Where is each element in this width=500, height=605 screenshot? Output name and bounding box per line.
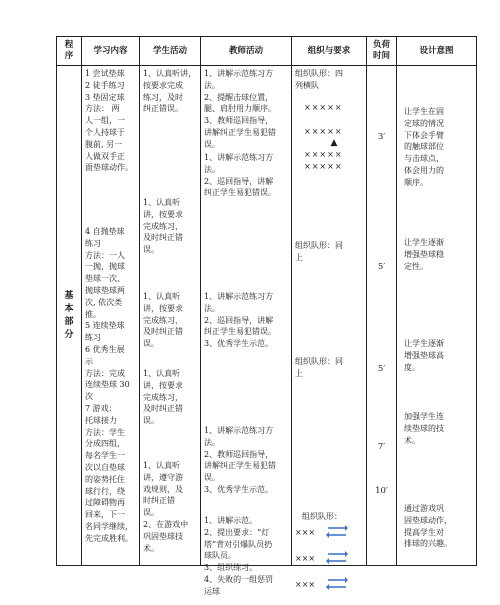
intent-line: 提高学生对 bbox=[404, 527, 444, 537]
content-line: 次 bbox=[85, 392, 93, 402]
student-row-mark: ××××× bbox=[304, 150, 343, 160]
section-char: 本 bbox=[64, 303, 74, 314]
intent-block-1 bbox=[404, 106, 474, 189]
student-row-mark: ××××× bbox=[304, 162, 343, 172]
content-line: 2 徒手练习 bbox=[85, 80, 125, 90]
formation-line: 组织队形：四 bbox=[295, 69, 343, 78]
student-line: 按要求完成 bbox=[143, 80, 183, 90]
content-line: 垫球一次、 bbox=[85, 274, 125, 284]
content-line: 腹前, 另一 bbox=[85, 139, 123, 149]
content-line: 连续垫球 30 bbox=[85, 380, 130, 390]
teacher-line: 1、讲解示范练习方 bbox=[204, 292, 274, 301]
student-line: 误。 bbox=[143, 339, 159, 349]
teacher-line: 讲解纠正学生易犯错 bbox=[204, 127, 276, 137]
teacher-block-5 bbox=[204, 515, 289, 598]
student-block-1 bbox=[143, 68, 198, 115]
content-line: 方法：一人 bbox=[85, 250, 125, 260]
student-block-4 bbox=[143, 368, 198, 427]
content-line: 练习 bbox=[85, 238, 101, 248]
section-char: 分 bbox=[64, 329, 74, 340]
content-line: 每名学生一 bbox=[85, 451, 125, 461]
content-block-2 bbox=[85, 226, 137, 545]
content-line: 方法：完成 bbox=[85, 368, 125, 378]
relay-row-mark: ××× bbox=[295, 528, 316, 537]
section-char: 部 bbox=[64, 316, 74, 327]
header-load-time bbox=[367, 37, 397, 66]
student-row-mark: ××××× bbox=[304, 126, 343, 136]
section-char: 基 bbox=[64, 290, 74, 301]
load-time-value: 5′ bbox=[377, 364, 386, 374]
student-line: 误。 bbox=[143, 245, 159, 255]
relay-row-mark: ××× bbox=[295, 554, 316, 563]
student-line: 及时纠正错 bbox=[143, 327, 183, 337]
student-line: 戏规则，及 bbox=[143, 484, 183, 494]
student-line: 2、在游戏中 bbox=[143, 519, 189, 529]
intent-line: 续垫球的技 bbox=[404, 423, 444, 433]
intent-line: 下体会手臂 bbox=[404, 130, 444, 140]
student-line: 1、认真听讲， bbox=[143, 69, 197, 78]
teacher-line: 1、讲解示范。 bbox=[204, 516, 258, 525]
student-cell bbox=[140, 66, 201, 566]
content-line: 人做双手正 bbox=[85, 151, 125, 161]
content-line: 一抛，抛球 bbox=[85, 262, 125, 272]
intent-line: 定性。 bbox=[404, 261, 428, 271]
student-line: 完成练习， bbox=[143, 392, 183, 402]
teacher-line: 误。 bbox=[204, 139, 220, 149]
intent-line: 增强垫球高 bbox=[404, 350, 444, 360]
relay-arrows bbox=[326, 524, 346, 602]
student-line: 完成练习， bbox=[143, 221, 183, 231]
content-line: 次, 依次类 bbox=[85, 297, 123, 307]
formation-1 bbox=[295, 68, 364, 92]
load-time-value: 7′ bbox=[377, 442, 386, 452]
formation-4 bbox=[302, 511, 364, 523]
organization-cell bbox=[292, 66, 367, 589]
student-line: 1、认真听 bbox=[143, 198, 181, 207]
content-line: 方法： 两 bbox=[85, 104, 120, 114]
teacher-block-1 bbox=[204, 68, 289, 151]
load-time-value: 3′ bbox=[377, 132, 386, 142]
teacher-block-2 bbox=[204, 152, 289, 199]
formation-2 bbox=[295, 240, 364, 264]
intent-block-2 bbox=[404, 237, 474, 272]
content-line: 次以自垫球 bbox=[85, 462, 125, 472]
student-line: 讲，按要求 bbox=[143, 209, 183, 219]
teacher-line: 纠正学生易犯错误。 bbox=[204, 188, 276, 198]
teacher-line: 1、讲解示范练习方 bbox=[204, 69, 274, 78]
content-line: 方法：学生 bbox=[85, 427, 125, 437]
student-line: 完成练习， bbox=[143, 315, 183, 325]
teacher-cell bbox=[201, 66, 292, 596]
content-line: 1 尝试垫球 bbox=[85, 69, 125, 78]
relay-arrow-icon bbox=[326, 524, 346, 550]
header-teacher: 教师活动 bbox=[201, 37, 292, 66]
student-line: 时纠正错 bbox=[143, 496, 175, 506]
teacher-line: 3、教师巡回指导， bbox=[204, 116, 274, 126]
content-line: 面垫球动作。 bbox=[85, 163, 133, 173]
teacher-line: 2、提醒击球位置， bbox=[204, 92, 274, 102]
student-line: 纠正错误。 bbox=[143, 104, 183, 114]
teacher-line: 2、教师巡回指导， bbox=[204, 449, 274, 459]
student-row-mark: ××××× bbox=[304, 103, 343, 112]
student-line: 1、认真听 bbox=[143, 369, 181, 378]
header-load-time-text: 负荷时间 bbox=[372, 40, 390, 61]
content-cell bbox=[82, 66, 140, 566]
intent-line: 通过游戏巩 bbox=[404, 504, 444, 513]
content-line: 练习 bbox=[85, 333, 101, 343]
teacher-line: 3、优秀学生示范。 bbox=[204, 339, 274, 349]
intent-line: 排球的兴趣。 bbox=[404, 539, 452, 549]
content-line: 6 优秀生展 bbox=[85, 344, 125, 354]
formation-line: 组织队形：同 bbox=[295, 357, 343, 366]
content-line: 球行行，绕 bbox=[85, 486, 125, 496]
teacher-line: 1、讲解示范练习方 bbox=[204, 153, 274, 162]
header-row bbox=[57, 37, 477, 66]
formation-line: 组织队形： bbox=[302, 512, 342, 521]
intent-line: 的触球部位 bbox=[404, 142, 444, 152]
intent-line: 加强学生连 bbox=[404, 412, 444, 421]
intent-line: 与击球点， bbox=[404, 154, 444, 164]
formation-3 bbox=[295, 356, 364, 380]
teacher-line: 3、组织练习。 bbox=[204, 563, 258, 573]
load-time-value: 5′ bbox=[377, 262, 386, 272]
teacher-line: 2、巡回指导，讲解 bbox=[204, 176, 274, 186]
teacher-line: 2、巡回指导，讲解 bbox=[204, 315, 274, 325]
teacher-line: 讲解纠正学生易犯错 bbox=[204, 461, 276, 471]
content-block-1 bbox=[85, 68, 137, 174]
teacher-line: 法。 bbox=[204, 303, 220, 313]
student-line: 1、认真听 bbox=[143, 292, 181, 301]
student-line: 讲，按要求 bbox=[143, 303, 183, 313]
content-line: 5 连续垫球 bbox=[85, 321, 125, 331]
body-row bbox=[57, 66, 477, 566]
content-line: 4 自抛垫球 bbox=[85, 227, 125, 236]
teacher-block-4 bbox=[204, 425, 289, 496]
teacher-block-3 bbox=[204, 291, 289, 350]
formation-diagram bbox=[304, 102, 364, 173]
intent-line: 顺序。 bbox=[404, 177, 428, 187]
teacher-line: 4、失败的一组惩罚 bbox=[204, 574, 274, 584]
intent-block-3 bbox=[404, 338, 474, 373]
relay-arrow-icon bbox=[326, 576, 346, 602]
header-period-text: 程序 bbox=[64, 40, 74, 61]
relay-arrow-icon bbox=[326, 550, 346, 576]
header-student: 学生活动 bbox=[140, 37, 201, 66]
teacher-line: 2、提出要求：“灯 bbox=[204, 527, 270, 537]
content-line: 名同学继续， bbox=[85, 521, 133, 531]
lesson-plan-table bbox=[56, 36, 477, 596]
student-block-2 bbox=[143, 197, 198, 256]
content-line: 过障碍物再 bbox=[85, 498, 125, 508]
teacher-line: 法。 bbox=[204, 437, 220, 447]
formation-line: 组织队形：同 bbox=[295, 241, 343, 250]
teacher-line: 3、优秀学生示范。 bbox=[204, 484, 274, 494]
header-content: 学习内容 bbox=[82, 37, 140, 66]
teacher-line: 法。 bbox=[204, 164, 220, 174]
formation-line: 上 bbox=[295, 368, 303, 378]
student-line: 讲，遵守游 bbox=[143, 472, 183, 482]
intent-line: 增强垫球稳 bbox=[404, 249, 444, 259]
intent-block-4 bbox=[404, 411, 474, 446]
intent-line: 定球的情况 bbox=[404, 118, 444, 128]
student-block-3 bbox=[143, 291, 198, 350]
content-line: 7 游戏： bbox=[85, 403, 117, 413]
load-time-cell bbox=[367, 66, 397, 566]
intent-line: 度。 bbox=[404, 362, 420, 372]
content-line: 推。 bbox=[85, 309, 101, 319]
header-intent: 设计意图 bbox=[397, 37, 477, 66]
teacher-line: 法。 bbox=[204, 80, 220, 90]
content-line: 人一组，一 bbox=[85, 116, 125, 126]
relay-row-mark: ××× bbox=[295, 580, 316, 589]
content-line: 的姿势托住 bbox=[85, 474, 125, 484]
intent-line: 体会用力的 bbox=[404, 165, 444, 175]
student-line: 及时纠正错 bbox=[143, 404, 183, 414]
teacher-line: 腿、肩肘用力顺序。 bbox=[204, 104, 276, 114]
student-line: 巩固垫球技 bbox=[143, 531, 183, 541]
intent-line: 让学生在固 bbox=[404, 107, 444, 116]
header-period bbox=[57, 37, 82, 66]
formation-line: 上 bbox=[295, 252, 303, 262]
content-line: 托球接力 bbox=[85, 415, 117, 425]
intent-cell bbox=[397, 66, 477, 566]
intent-block-5 bbox=[404, 503, 474, 550]
formation-line: 列横队 bbox=[295, 80, 319, 90]
teacher-line: 运球 bbox=[204, 586, 220, 596]
teacher-mark-icon: ▲ bbox=[330, 137, 338, 148]
student-line: 误。 bbox=[143, 508, 159, 518]
intent-line: 让学生逐渐 bbox=[404, 238, 444, 247]
load-time-value: 10′ bbox=[375, 486, 388, 496]
student-line: 误。 bbox=[143, 416, 159, 426]
content-line: 分成四组， bbox=[85, 439, 125, 449]
teacher-line: 塔”背对引爆队员扔 bbox=[204, 539, 273, 549]
student-line: 及时纠正错 bbox=[143, 233, 183, 243]
content-line: 抛球垫球两 bbox=[85, 285, 125, 295]
student-line: 1、认真听 bbox=[143, 461, 181, 470]
content-line: 示 bbox=[85, 356, 93, 366]
teacher-line: 纠正学生易犯错误。 bbox=[204, 327, 276, 337]
header-organization: 组织与要求 bbox=[292, 37, 367, 66]
student-line: 术。 bbox=[143, 543, 159, 553]
student-line: 练习，及时 bbox=[143, 92, 183, 102]
intent-line: 固垫球动作， bbox=[404, 515, 452, 525]
content-line: 3 垫固定球 bbox=[85, 92, 125, 102]
content-line: 先完成胜利。 bbox=[85, 533, 133, 543]
content-line: 个人持球于 bbox=[85, 127, 125, 137]
content-line: 回来，下一 bbox=[85, 510, 125, 520]
student-block-5 bbox=[143, 460, 198, 554]
student-line: 讲，按要求 bbox=[143, 380, 183, 390]
teacher-line: 误。 bbox=[204, 473, 220, 483]
intent-line: 让学生逐渐 bbox=[404, 339, 444, 348]
section-label bbox=[57, 66, 82, 566]
intent-line: 术。 bbox=[404, 435, 420, 445]
teacher-line: 1、讲解示范练习方 bbox=[204, 426, 274, 435]
teacher-line: 球队员。 bbox=[204, 551, 236, 561]
